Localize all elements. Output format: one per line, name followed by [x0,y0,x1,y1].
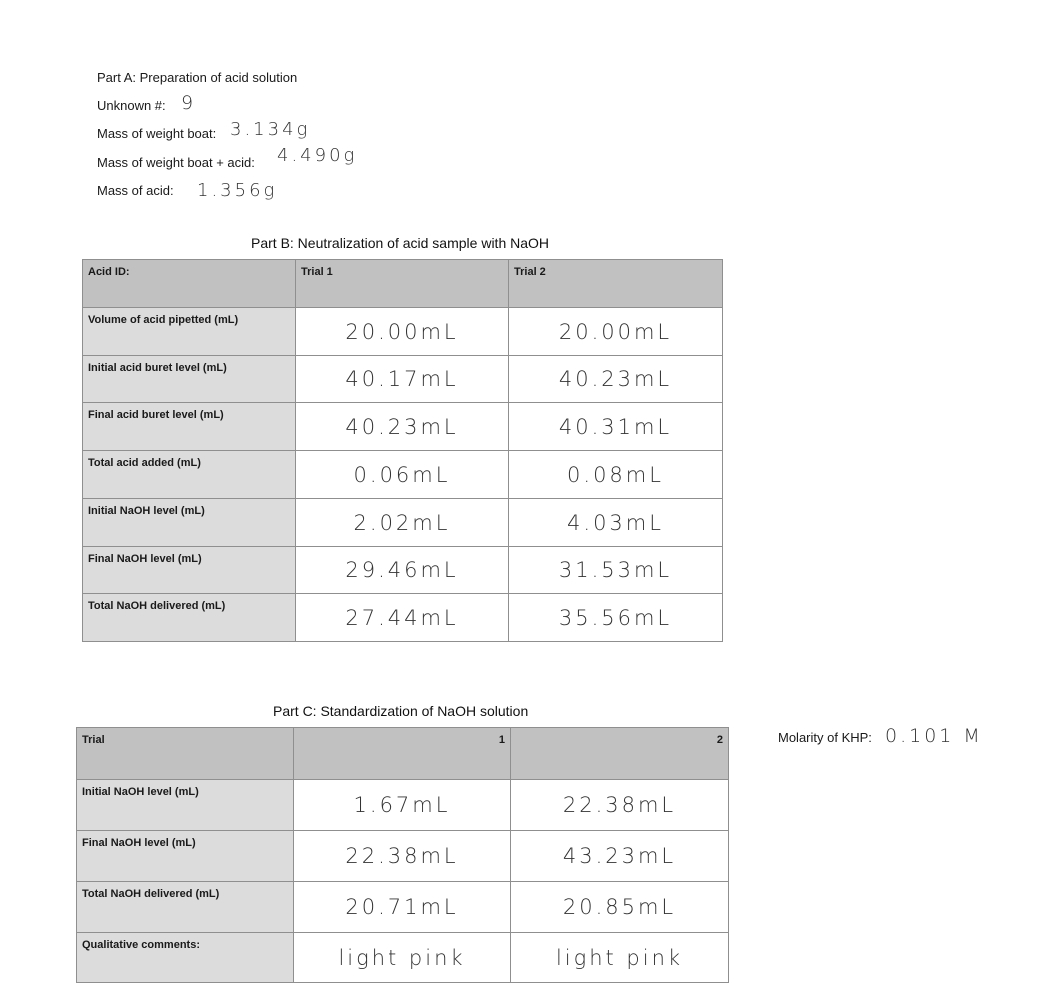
trial-2-cell [511,780,729,831]
table-row [77,780,729,831]
table-row [83,499,723,547]
trial-2-value: 0.08mL [567,462,664,487]
trial-2-value: 20.85mL [562,895,677,919]
table-row [83,451,723,499]
unknown-value: 9 [181,92,197,114]
boat-mass-label: Mass of weight boat: [97,126,217,141]
trial-1-cell [296,403,509,451]
table-row [83,403,723,451]
trial-1-cell [296,451,509,499]
row-label: Initial acid buret level (mL) [83,356,296,403]
trial-2-value: 31.53mL [558,558,673,582]
trial-1-cell [294,933,511,983]
row-label: Final NaOH level (mL) [83,547,296,594]
trial-2-cell [509,499,723,547]
row-label: Total acid added (mL) [83,451,296,499]
trial-2-cell [511,933,729,983]
header-trial-1: 1 [294,728,511,780]
row-label: Initial NaOH level (mL) [83,499,296,547]
unknown-label: Unknown #: [97,98,166,113]
row-label: Final acid buret level (mL) [83,403,296,451]
trial-2-value: 22.38mL [562,793,677,817]
trial-2-cell [509,451,723,499]
row-label: Final NaOH level (mL) [77,831,294,882]
trial-2-value: 20.00mL [558,319,673,344]
trial-1-cell [296,547,509,594]
trial-2-cell [509,356,723,403]
trial-1-cell [294,882,511,933]
table-row [83,547,723,594]
header-acid-id: Acid ID: [83,260,296,308]
trial-1-value: 20.71mL [345,895,459,919]
header-trial-2: 2 [511,728,729,780]
trial-1-cell [296,308,509,356]
boat-acid-mass-value: 4.490g [277,145,358,166]
trial-1-value: 29.46mL [345,558,459,582]
row-label: Volume of acid pipetted (mL) [83,308,296,356]
trial-2-value: 40.31mL [558,414,673,439]
table-header-row [83,260,723,308]
trial-1-value: 0.06mL [353,462,451,487]
trial-2-cell [509,403,723,451]
table-row [77,831,729,882]
trial-2-value: 4.03mL [567,510,664,535]
trial-1-cell [296,594,509,642]
trial-1-value: light pink [338,945,466,970]
row-label: Total NaOH delivered (mL) [83,594,296,642]
trial-2-cell [511,882,729,933]
table-row [83,308,723,356]
table-row [77,882,729,933]
part-c-title: Part C: Standardization of NaOH solution [273,703,529,719]
header-trial-2: Trial 2 [509,260,723,308]
header-trial-1: Trial 1 [296,260,509,308]
khp-molarity-value: 0.101 M [885,725,983,747]
trial-1-value: 40.23mL [345,414,459,439]
trial-2-value: 35.56mL [558,605,673,630]
table-row [83,594,723,642]
table-row [77,933,729,983]
trial-2-cell [509,594,723,642]
acid-mass-label: Mass of acid: [97,183,174,198]
table-row [83,356,723,403]
trial-1-value: 40.17mL [345,367,459,391]
trial-1-cell [296,499,509,547]
trial-2-cell [509,308,723,356]
header-trial: Trial [77,728,294,780]
boat-acid-mass-label: Mass of weight boat + acid: [97,155,255,170]
trial-2-value: 40.23mL [558,367,673,391]
trial-2-cell [509,547,723,594]
trial-1-value: 27.44mL [345,605,459,630]
trial-1-value: 22.38mL [345,844,459,868]
boat-mass-value: 3.134g [230,119,311,140]
trial-2-cell [511,831,729,882]
row-label: Initial NaOH level (mL) [77,780,294,831]
table-header-row [77,728,729,780]
trial-1-value: 1.67mL [353,793,451,817]
acid-mass-value: 1.356g [197,180,278,201]
row-label: Qualitative comments: [77,933,294,983]
trial-2-value: 43.23mL [562,844,677,868]
trial-1-cell [294,831,511,882]
khp-molarity-label: Molarity of KHP: [778,730,872,745]
neutralization-table [82,259,723,642]
row-label: Total NaOH delivered (mL) [77,882,294,933]
part-a-title: Part A: Preparation of acid solution [97,70,298,85]
trial-1-cell [294,780,511,831]
trial-1-value: 2.02mL [353,510,451,535]
trial-2-value: light pink [555,945,684,970]
part-b-title: Part B: Neutralization of acid sample with NaOH [251,235,550,251]
standardization-table [76,727,729,983]
trial-1-cell [296,356,509,403]
trial-1-value: 20.00mL [345,319,459,344]
